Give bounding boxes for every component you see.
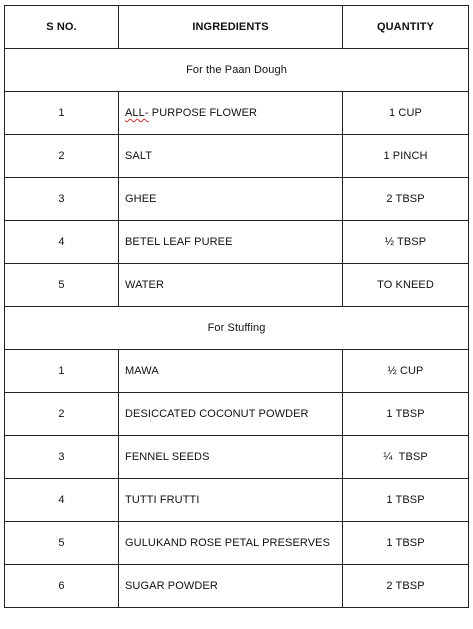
row-sno: 2 xyxy=(5,393,119,436)
table-row xyxy=(5,221,469,264)
section-row-stuffing xyxy=(5,307,469,350)
row-sno: 1 xyxy=(5,350,119,393)
table-row xyxy=(5,178,469,221)
table-row xyxy=(5,393,469,436)
table-row xyxy=(5,135,469,178)
row-quantity: 1 TBSP xyxy=(343,393,469,436)
row-ingredient: DESICCATED COCONUT POWDER xyxy=(119,393,343,436)
row-ingredient xyxy=(119,92,343,135)
row-ingredient: BETEL LEAF PUREE xyxy=(119,221,343,264)
section-title: For Stuffing xyxy=(5,307,469,350)
row-sno: 4 xyxy=(5,479,119,522)
ingredients-table xyxy=(4,5,469,608)
header-quantity: QUANTITY xyxy=(343,6,469,49)
table-row xyxy=(5,92,469,135)
header-sno: S NO. xyxy=(5,6,119,49)
row-ingredient: GULUKAND ROSE PETAL PRESERVES xyxy=(119,522,343,565)
row-sno: 3 xyxy=(5,436,119,479)
row-sno: 4 xyxy=(5,221,119,264)
row-sno: 3 xyxy=(5,178,119,221)
row-sno: 5 xyxy=(5,264,119,307)
row-sno: 6 xyxy=(5,565,119,608)
row-ingredient: WATER xyxy=(119,264,343,307)
table-row xyxy=(5,436,469,479)
row-quantity: 2 TBSP xyxy=(343,565,469,608)
row-quantity: 1 PINCH xyxy=(343,135,469,178)
row-quantity: 1 CUP xyxy=(343,92,469,135)
row-sno: 1 xyxy=(5,92,119,135)
table-row xyxy=(5,479,469,522)
row-ingredient: MAWA xyxy=(119,350,343,393)
section-row-paan-dough xyxy=(5,49,469,92)
row-sno: 2 xyxy=(5,135,119,178)
table-row xyxy=(5,565,469,608)
table-row xyxy=(5,264,469,307)
row-quantity: 1 TBSP xyxy=(343,479,469,522)
header-row xyxy=(5,6,469,49)
row-ingredient: GHEE xyxy=(119,178,343,221)
row-ingredient: SUGAR POWDER xyxy=(119,565,343,608)
row-quantity: ½ TBSP xyxy=(343,221,469,264)
row-ingredient: SALT xyxy=(119,135,343,178)
table-row xyxy=(5,350,469,393)
row-ingredient-rest: PURPOSE FLOWER xyxy=(148,107,258,119)
header-ingredients: INGREDIENTS xyxy=(119,6,343,49)
row-quantity: TO KNEED xyxy=(343,264,469,307)
row-ingredient: FENNEL SEEDS xyxy=(119,436,343,479)
table-row xyxy=(5,522,469,565)
row-quantity: 1 TBSP xyxy=(343,522,469,565)
spellcheck-flagged-word: ALL- xyxy=(125,107,149,119)
row-sno: 5 xyxy=(5,522,119,565)
section-title: For the Paan Dough xyxy=(5,49,469,92)
row-quantity: 2 TBSP xyxy=(343,178,469,221)
row-quantity: ¼ TBSP xyxy=(343,436,469,479)
row-quantity: ½ CUP xyxy=(343,350,469,393)
row-ingredient: TUTTI FRUTTI xyxy=(119,479,343,522)
